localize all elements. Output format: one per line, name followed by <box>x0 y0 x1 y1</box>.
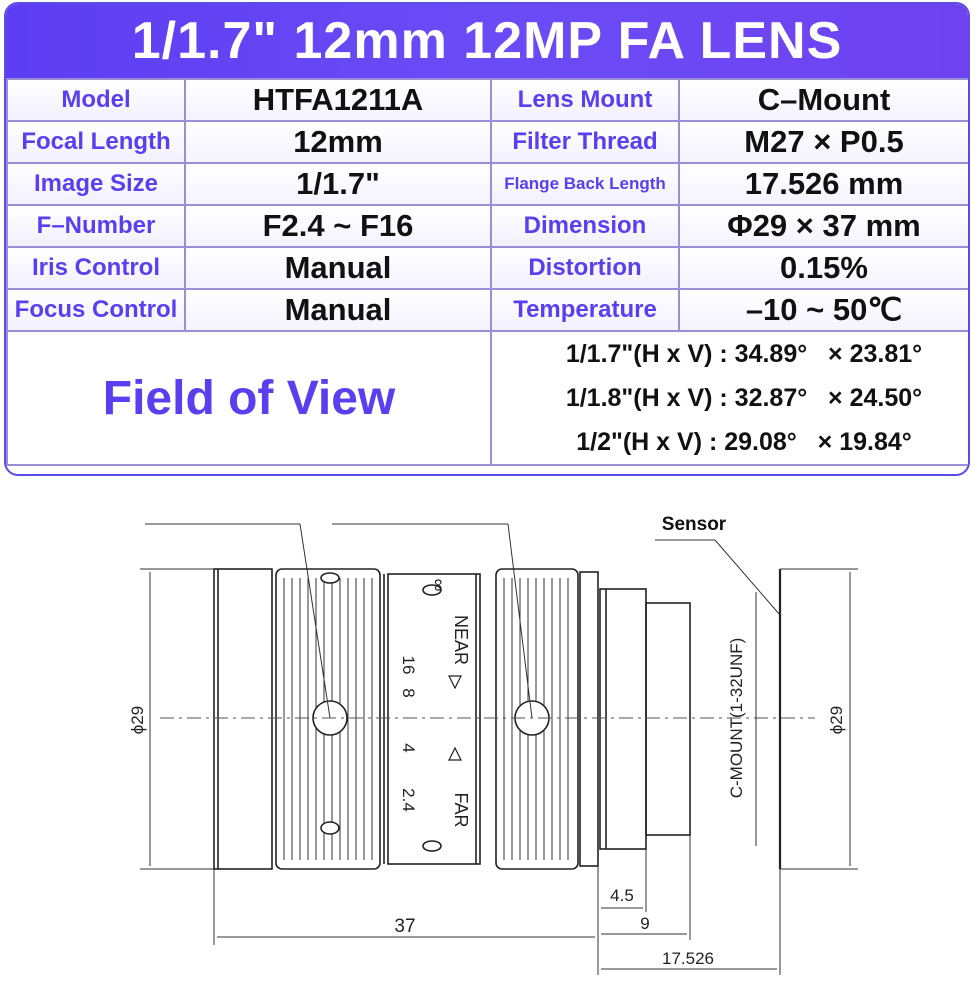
spec-value: 12mm <box>185 121 491 163</box>
spec-value: 1/1.7" <box>185 163 491 205</box>
spec-value: Manual <box>185 289 491 331</box>
sensor-label: Sensor <box>661 514 727 535</box>
fov-line: 1/1.8"(H x V) : 32.87° × 24.50° <box>565 384 923 412</box>
f-scale-mark: 2.4 <box>399 788 418 812</box>
mount-label: C-MOUNT(1-32UNF) <box>727 637 746 799</box>
spec-label: Flange Back Length <box>491 163 679 205</box>
diameter-label-left: ϕ29 <box>128 705 147 735</box>
spec-row <box>7 163 969 205</box>
spec-row <box>7 205 969 247</box>
spec-label: Model <box>7 79 185 121</box>
spec-label: F–Number <box>7 205 185 247</box>
spec-card <box>4 2 970 476</box>
dim-4-5: 4.5 <box>610 886 634 905</box>
spec-label: Image Size <box>7 163 185 205</box>
f-scale-mark: 16 <box>399 655 418 675</box>
spec-label: Dimension <box>491 205 679 247</box>
spec-row <box>7 79 969 121</box>
spec-label: Distortion <box>491 247 679 289</box>
diameter-label-right: ϕ29 <box>827 705 846 735</box>
focus-far-label: FAR <box>451 792 471 828</box>
spec-table <box>6 78 970 466</box>
f-scale-mark: 8 <box>399 688 418 698</box>
spec-label: Focal Length <box>7 121 185 163</box>
product-title: 1/1.7" 12mm 12MP FA LENS <box>6 4 968 78</box>
spec-value: C–Mount <box>679 79 969 121</box>
fov-line: 1/2"(H x V) : 29.08° × 19.84° <box>576 428 912 456</box>
spec-label: Filter Thread <box>491 121 679 163</box>
spec-value: HTFA1211A <box>185 79 491 121</box>
spec-value: Manual <box>185 247 491 289</box>
focus-near-label: NEAR <box>451 614 471 666</box>
dim-37: 37 <box>394 916 416 937</box>
spec-row <box>7 247 969 289</box>
rear-element <box>646 603 690 835</box>
spec-value: F2.4 ~ F16 <box>185 205 491 247</box>
lens-technical-drawing <box>0 495 978 983</box>
spec-label: Iris Control <box>7 247 185 289</box>
spec-row <box>7 289 969 331</box>
dim-17-526: 17.526 <box>662 949 714 968</box>
spec-value: Φ29 × 37 mm <box>679 205 969 247</box>
spec-value: 17.526 mm <box>679 163 969 205</box>
focus-infinity-mark: ∞ <box>429 578 449 592</box>
spec-label: Temperature <box>491 289 679 331</box>
fov-title: Field of View <box>7 331 491 465</box>
spec-value: 0.15% <box>679 247 969 289</box>
fov-list <box>491 331 969 465</box>
spec-value: –10 ~ 50℃ <box>679 289 969 331</box>
fov-row <box>7 331 969 465</box>
fov-line: 1/1.7"(H x V) : 34.89° × 23.81° <box>565 340 923 368</box>
c-mount-thread <box>600 589 646 849</box>
spec-label: Lens Mount <box>491 79 679 121</box>
f-scale-mark: 4 <box>399 743 418 753</box>
dim-9: 9 <box>640 914 650 933</box>
front-barrel <box>214 569 272 869</box>
rear-collar <box>580 572 598 866</box>
spec-value: M27 × P0.5 <box>679 121 969 163</box>
spec-row <box>7 121 969 163</box>
spec-label: Focus Control <box>7 289 185 331</box>
